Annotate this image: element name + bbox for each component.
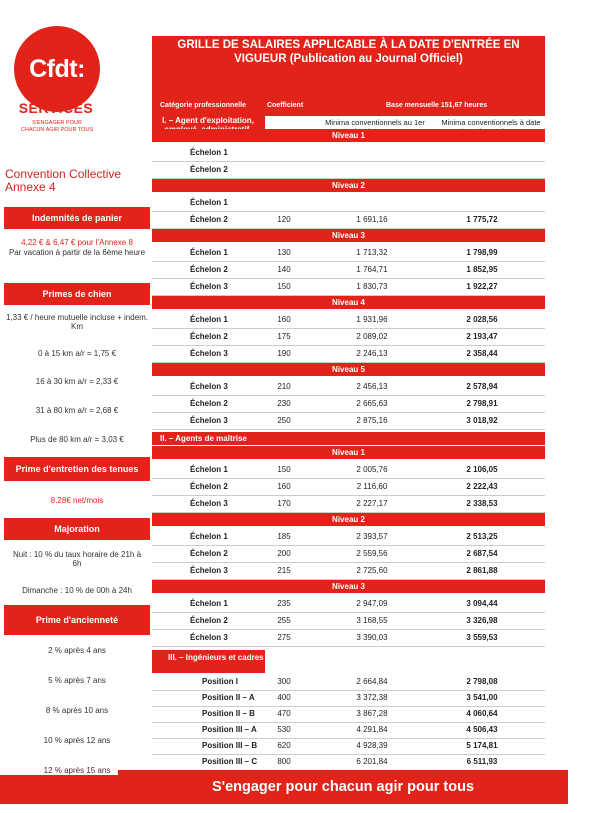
position-label: Position II – B: [202, 709, 255, 718]
minima-entree-value: 2 028,56: [466, 315, 498, 324]
niveau-band: Niveau 1: [152, 446, 545, 459]
table-row: [152, 722, 545, 739]
table-row: [152, 754, 545, 771]
convention-title: Convention Collective Annexe 4: [5, 167, 122, 194]
col-minima-2023: Minima conventionnels au 1er: [325, 118, 425, 127]
majoration-dimanche: Dimanche : 10 % de 00h à 24h: [22, 586, 132, 595]
echelon-label: Échelon 3: [190, 382, 228, 391]
minima-2023-value: 2 665,63: [356, 399, 388, 408]
chien-km-3: 31 à 80 km a/r = 2,68 €: [35, 406, 119, 415]
minima-2023-value: 1 931,96: [356, 315, 388, 324]
tenues-text: 8.28€ net/mois: [50, 496, 104, 505]
majoration-title: Majoration: [4, 518, 150, 540]
minima-2023-value: 4 928,39: [356, 741, 388, 750]
category-label: Catégorie professionnelle: [160, 102, 246, 109]
minima-2023-value: 3 867,28: [356, 709, 388, 718]
minima-2023-value: 2 559,56: [356, 549, 388, 558]
minima-2023-value: 1 830,73: [356, 282, 388, 291]
echelon-label: Échelon 3: [190, 349, 228, 358]
minima-2023-value: 1 691,16: [356, 215, 388, 224]
minima-2023-value: 2 664,84: [356, 677, 388, 686]
logo-text: Cfdt:: [29, 54, 85, 83]
niveau-band: Niveau 3: [152, 229, 545, 242]
table-row: [152, 478, 545, 496]
table-row: [152, 595, 545, 613]
echelon-label: Échelon 3: [190, 566, 228, 575]
position-label: Position III – C: [202, 757, 258, 766]
table-row: [152, 412, 545, 430]
minima-entree-value: 4 060,64: [466, 709, 498, 718]
logo-slogan: S'ENGAGER POUR CHACUN AGIR POUR TOUS: [20, 120, 94, 133]
echelon-label: Échelon 1: [190, 465, 228, 474]
minima-entree-value: 3 094,44: [466, 599, 498, 608]
minima-entree-value: 2 513,25: [466, 532, 498, 541]
table-row: [152, 706, 545, 723]
table-subheader: [152, 102, 545, 114]
table-row: [152, 629, 545, 647]
minima-2023-value: 1 713,32: [356, 248, 388, 257]
echelon-label: Échelon 2: [190, 399, 228, 408]
chien-km-1: 0 à 15 km a/r = 1,75 €: [37, 349, 117, 358]
coefficient-label: Coefficient: [267, 102, 304, 109]
section2-band-fill: [265, 432, 545, 445]
minima-2023-value: 1 764,71: [356, 265, 388, 274]
coefficient-value: 400: [277, 693, 291, 702]
echelon-label: Échelon 2: [190, 616, 228, 625]
minima-entree-value: 2 222,43: [466, 482, 498, 491]
table-row: [152, 528, 545, 546]
table-row: [152, 612, 545, 630]
niveau-band: Niveau 1: [152, 129, 545, 142]
coefficient-value: 230: [277, 399, 291, 408]
anciennete-3: 8 % après 10 ans: [45, 706, 109, 715]
majoration-nuit: Nuit : 10 % du taux horaire de 21h à 6h: [12, 550, 142, 568]
chien-km-2: 16 à 30 km a/r = 2,33 €: [35, 377, 119, 386]
coefficient-value: 160: [277, 315, 291, 324]
section3-label: III. – Ingénieurs et cadres: [152, 650, 265, 673]
panier-amount: 4,22 € & 6,47 € pour l'Annexe 8: [21, 238, 133, 247]
minima-entree-value: 2 861,88: [466, 566, 498, 575]
coefficient-value: 170: [277, 499, 291, 508]
echelon-label: Échelon 1: [190, 315, 228, 324]
echelon-label: Échelon 2: [190, 549, 228, 558]
minima-2023-value: 2 875,16: [356, 416, 388, 425]
coefficient-value: 120: [277, 215, 291, 224]
section2-band: [152, 432, 545, 445]
chien-km-4: Plus de 80 km a/r = 3,03 €: [30, 435, 124, 444]
minima-entree-value: 5 174,81: [466, 741, 498, 750]
col-minima-entree: Minima conventionnels à date: [441, 118, 541, 127]
niveau-band: Niveau 5: [152, 363, 545, 376]
coefficient-value: 190: [277, 349, 291, 358]
coefficient-value: 140: [277, 265, 291, 274]
minima-2023-value: 2 246,13: [356, 349, 388, 358]
echelon-label: Échelon 2: [190, 165, 228, 174]
minima-entree-value: 6 511,93: [466, 757, 498, 766]
table-row: [152, 144, 545, 162]
echelon-label: Échelon 1: [190, 532, 228, 541]
panier-text: Par vacation à partir de la 6ème heure: [8, 248, 146, 257]
minima-entree-value: 3 018,92: [466, 416, 498, 425]
footer-left-band: [0, 775, 118, 804]
niveau-band: Niveau 3: [152, 580, 545, 593]
minima-entree-value: 2 798,91: [466, 399, 498, 408]
minima-2023-value: 2 393,57: [356, 532, 388, 541]
position-label: Position II – A: [202, 693, 255, 702]
minima-2023-value: 2 116,60: [356, 482, 388, 491]
coefficient-value: 235: [277, 599, 291, 608]
coefficient-value: 130: [277, 248, 291, 257]
echelon-label: Échelon 3: [190, 416, 228, 425]
table-row: [152, 395, 545, 413]
minima-entree-value: 3 326,98: [466, 616, 498, 625]
position-label: Position I: [202, 677, 238, 686]
chien-line1: 1,33 € / heure mutuelle incluse + indem. Km: [5, 313, 149, 331]
minima-2023-value: 3 372,38: [356, 693, 388, 702]
coefficient-value: 620: [277, 741, 291, 750]
echelon-label: Échelon 3: [190, 282, 228, 291]
anciennete-5: 12 % après 15 ans: [43, 766, 111, 775]
minima-entree-value: 2 687,54: [466, 549, 498, 558]
echelon-label: Échelon 2: [190, 265, 228, 274]
minima-entree-value: 2 798,08: [466, 677, 498, 686]
table-row: [152, 690, 545, 707]
minima-entree-value: 1 775,72: [466, 215, 498, 224]
table-row: [152, 161, 545, 179]
minima-2023-value: 2 005,76: [356, 465, 388, 474]
table-row: [152, 194, 545, 212]
coefficient-value: 210: [277, 382, 291, 391]
table-header: [152, 36, 545, 133]
table-row: [152, 562, 545, 580]
echelon-label: Échelon 1: [190, 148, 228, 157]
echelon-label: Échelon 1: [190, 599, 228, 608]
chien-title: Primes de chien: [4, 283, 150, 305]
section2-label: II. – Agents de maîtrise: [152, 432, 265, 445]
minima-entree-value: 1 798,99: [466, 248, 498, 257]
coefficient-value: 150: [277, 465, 291, 474]
minima-entree-value: 2 338,53: [466, 499, 498, 508]
coefficient-value: 800: [277, 757, 291, 766]
table-row: [152, 244, 545, 262]
table-row: [152, 261, 545, 279]
table-row: [152, 545, 545, 563]
anciennete-1: 2 % après 4 ans: [48, 646, 106, 655]
minima-2023-value: 2 227,17: [356, 499, 388, 508]
section1-label: I. – Agent d'exploitation,: [162, 116, 254, 125]
anciennete-4: 10 % après 12 ans: [43, 736, 111, 745]
coefficient-value: 470: [277, 709, 291, 718]
coefficient-value: 160: [277, 482, 291, 491]
coefficient-value: 530: [277, 725, 291, 734]
minima-2023-value: 2 947,09: [356, 599, 388, 608]
table-row: [152, 495, 545, 513]
echelon-label: Échelon 1: [190, 248, 228, 257]
table-row: [152, 278, 545, 296]
minima-entree-value: 2 578,94: [466, 382, 498, 391]
coefficient-value: 250: [277, 416, 291, 425]
minima-2023-value: 6 201,84: [356, 757, 388, 766]
services-label: SERVICES: [18, 100, 94, 116]
anciennete-2: 5 % après 7 ans: [48, 676, 106, 685]
echelon-label: Échelon 3: [190, 633, 228, 642]
coefficient-value: 200: [277, 549, 291, 558]
minima-entree-value: 1 852,95: [466, 265, 498, 274]
anciennete-title: Prime d'ancienneté: [4, 605, 150, 635]
niveau-band: Niveau 4: [152, 296, 545, 309]
table-row: [152, 378, 545, 396]
coefficient-value: 300: [277, 677, 291, 686]
minima-2023-value: 3 390,03: [356, 633, 388, 642]
minima-2023-value: 2 089,02: [356, 332, 388, 341]
coefficient-value: 275: [277, 633, 291, 642]
position-label: Position III – A: [202, 725, 257, 734]
echelon-label: Échelon 2: [190, 482, 228, 491]
minima-2023-value: 2 456,13: [356, 382, 388, 391]
coefficient-value: 185: [277, 532, 291, 541]
table-row: [152, 461, 545, 479]
footer-slogan: S'engager pour chacun agir pour tous: [118, 770, 568, 804]
echelon-label: Échelon 2: [190, 332, 228, 341]
echelon-label: Échelon 1: [190, 198, 228, 207]
table-row: [152, 328, 545, 346]
echelon-label: Échelon 3: [190, 499, 228, 508]
coefficient-value: 175: [277, 332, 291, 341]
minima-entree-value: 2 106,05: [466, 465, 498, 474]
table-row: [152, 674, 545, 691]
minima-2023-value: 3 168,55: [356, 616, 388, 625]
panier-title: Indemnités de panier: [4, 207, 150, 229]
table-row: [152, 211, 545, 229]
table-row: [152, 345, 545, 363]
table-row: [152, 738, 545, 755]
table-row: [152, 311, 545, 329]
tenues-title: Prime d'entretien des tenues: [4, 457, 150, 481]
echelon-label: Échelon 2: [190, 215, 228, 224]
niveau-band: Niveau 2: [152, 513, 545, 526]
coefficient-value: 150: [277, 282, 291, 291]
minima-entree-value: 4 506,43: [466, 725, 498, 734]
minima-entree-value: 2 358,44: [466, 349, 498, 358]
minima-entree-value: 2 193,47: [466, 332, 498, 341]
position-label: Position III – B: [202, 741, 258, 750]
minima-2023-value: 2 725,60: [356, 566, 388, 575]
niveau-band: Niveau 2: [152, 179, 545, 192]
minima-entree-value: 3 559,53: [466, 633, 498, 642]
table-title: GRILLE DE SALAIRES APPLICABLE À LA DATE D'ENTRÉE EN VIGUEUR (Publication au Journal Officiel): [177, 39, 520, 65]
base-label: Base mensuelle 151,67 heures: [386, 102, 488, 109]
coefficient-value: 215: [277, 566, 291, 575]
minima-entree-value: 1 922,27: [466, 282, 498, 291]
coefficient-value: 255: [277, 616, 291, 625]
minima-entree-value: 3 541,00: [466, 693, 498, 702]
minima-2023-value: 4 291,84: [356, 725, 388, 734]
